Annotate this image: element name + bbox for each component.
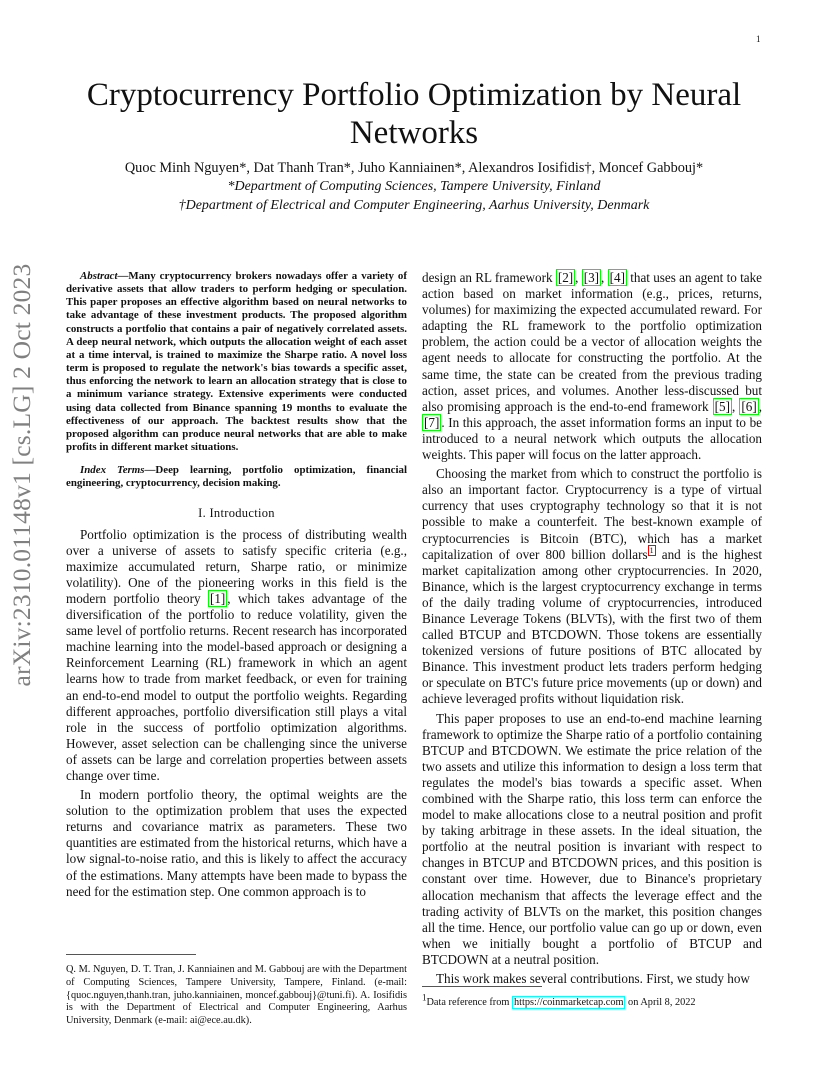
text-run: Data reference from [426,997,512,1008]
footnote-number: 1 [422,992,427,1003]
citation-link[interactable]: [7] [424,414,440,430]
text-run: on April 8, 2022 [625,997,696,1008]
text-run: and is the highest market capitalization among other cryptocurrencies. In 2020, Binance, which is the largest cryptocurrency exchange in terms of the daily trading volume of cryptocurrencies, introduced Binance Leverage Tokens (BLVTs), with the first two of them called BTCUP and BTCDOWN. Those tokens are essentially tokenized versions of future positions of BTC allocated by Binance. This investment product lets traders perform hedging or speculate on BTC's future price movements (up or down) and achieve leveraged profits without liquidation risk. [422,546,762,707]
text-run: . In this approach, the asset information forms an input to be introduced to a neural network which outputs the allocation weights. This paper will focus on the latter approach. [422,414,762,463]
abstract-text: —Many cryptocurrency brokers nowadays offer a variety of derivative assets that allow traders to perform hedging or speculation. This paper proposes an effective algorithm based on neural networks to take advantage of these investment products. The proposed algorithm constructs a portfolio that contains a pair of negatively correlated assets. A deep neural network, which outputs the allocation weight of each asset at a time interval, is trained to maximize the Sharpe ratio. A novel loss term is proposed to regulate the network's bias towards a specific asset, thus enforcing the network to learn an allocation strategy that is close to a minimum variance strategy. Extensive experiments were conducted using data collected from Binance spanning 19 months to evaluate the effectiveness of our approach. The backtest results show that the proposed algorithm can produce neural networks that are able to make profits in different market situations. [66,270,407,454]
right-paragraph-3: This paper proposes to use an end-to-end machine learning framework to optimize the Sharpe ratio of a portfolio containing BTCUP and BTCDOWN. We estimate the price relation of the two assets and utilize this information to design a loss term that regulates the model's bias towards a specific asset. When combined with the Sharpe ratio, this loss term can enforce the model to make allocations close to a neutral position and profit by taking arbitrage in these assets. In the ideal situation, the portfolio at the neutral position is invariant with respect to changes in BTCUP and BTCDOWN prices, and this position is constant over time. However, due to Binance's proprietary allocation mechanism that affects the leverage effect and the trading activity of BLVTs on the market, this position changes all the time. Hence, our portfolio value can go up or down, even when we initially bought a portfolio of BTCUP and BTCDOWN at a neutral position. [422,710,762,967]
arxiv-sidebar [0,0,46,1072]
paper-title: Cryptocurrency Portfolio Optimization by Neural Networks [86,77,742,151]
affiliation-2: †Department of Electrical and Computer Engineering, Aarhus University, Denmark [178,198,650,213]
text-run: , which takes advantage of the diversification of the portfolio to reduce volatility, given the same level of portfolio returns. Recent research has incorporated machine learning into the model-based approach or designing a Reinforcement Learning (RL) framework in which an agent learns how to trade from market feedback, or even for training an end-to-end model to output the portfolio weights. Regarding different approaches, portfolio diversification still plays a vital role in the success of portfolio optimization algorithms. However, asset selection can be challenging since the universe of assets can be large and correlation properties between assets change over time. [66,590,407,783]
left-column [66,270,407,900]
arxiv-identifier[interactable]: arXiv:2310.01148v1 [cs.LG] 2 Oct 2023 [7,263,36,687]
page-number: 1 [756,34,761,44]
index-terms-text: —Deep learning, portfolio optimization, financial engineering, cryptocurrency, decision making. [66,464,407,490]
citation-link[interactable]: [2] [557,270,574,285]
footnote-rule [66,954,196,955]
index-terms [66,464,407,490]
citation-link[interactable]: [4] [609,270,625,285]
text-run: Choosing the market from which to construct the portfolio is also an important factor. Cryptocurrency is a type of virtual currency that uses cryptography technology so that it is not possible to make a counterfeit. The best-known example of cryptocurrencies is Bitcoin (BTC), which has a market capitalization of over 800 billion dollars [422,466,762,562]
section-heading-introduction: I. Introduction [198,505,275,520]
citation-link[interactable]: [6] [741,398,757,414]
abstract-label: Abstract [80,270,118,282]
text-run: Portfolio optimization is the process of distributing wealth over a universe of assets to satisfy specific criteria (e.g., maximize accumulated return, Sharpe ratio, or minimize volatility). One of the pioneering works in this field is the modern portfolio theory [66,526,407,606]
footnote-rule [422,986,542,987]
intro-paragraph-1 [66,527,407,785]
right-column [422,270,762,987]
text-run: design an RL framework [422,270,556,285]
right-paragraph-1: design an RL framework [2] , [3] , [4] that uses an agent to take action based on market information (e.g., prices, returns, volumes) for maximizing the expected accumulated reward. For adapting the RL framework to the portfolio optimization problem, the action could be a vector of allocation weights the agent needs to allocate for constructing the portfolio. At the same time, the state can be created from the previous trading action, asset prices, and volumes. Another less-discussed but also promising approach is the end-to-end framework [5] , [6] , [7] . In this approach, the asset information forms an input to be introduced to a neural network which outputs the allocation weights. This paper will focus on the latter approach. [422,270,762,463]
footnote-link[interactable]: 1 [649,546,654,556]
text-run: that uses an agent to take action based on market information (e.g., prices, returns, volumes) for maximizing the expected accumulated reward. For adapting the RL framework to the portfolio optimization problem, the action could be a vector of allocation weights the agent needs to allocate for constructing the portfolio. At the same time, the state can be created from the previous trading action, asset prices, and volumes. Another less-discussed but also promising approach is the end-to-end framework [422,270,762,414]
citation-link[interactable]: [1] [209,590,226,606]
index-terms-label: Index Terms [80,464,145,477]
coinmarketcap-link[interactable]: https://coinmarketcap.com [513,997,624,1008]
author-footnote: Q. M. Nguyen, D. T. Tran, J. Kanniainen and M. Gabbouj are with the Department of Computing Sciences, Tampere University, Tampere, Finland. (e-mail: {quoc.nguyen,thanh.tran, juho.kanniainen, moncef.gabbouj}@tuni.fi). A. Iosifidis is with the Department of Electrical and Computer Engineering, Aarhus University, Denmark (e-mail: ai@ece.au.dk). [66,964,407,1027]
data-footnote [422,992,762,1009]
citation-link[interactable]: [3] [583,270,600,285]
citation-link[interactable]: [5] [714,398,730,414]
author-list: Quoc Minh Nguyen*, Dat Thanh Tran*, Juho Kanniainen*, Alexandros Iosifidis†, Moncef Gabbouj* [124,160,704,176]
right-paragraph-4: This work makes several contributions. First, we study how [436,971,750,987]
intro-paragraph-2: In modern portfolio theory, the optimal weights are the solution to the optimization problem that uses the expected returns and covariance matrix as parameters. These two quantities are estimated from the historical returns, which have a low signal-to-noise ratio, and this is likely to affect the accuracy of the estimations. Many attempts have been made to bypass the need for the estimation step. One common approach is to [66,787,407,899]
abstract [66,270,407,454]
right-paragraph-2 [422,466,762,707]
affiliation-1: *Department of Computing Sciences, Tampere University, Finland [227,179,601,194]
